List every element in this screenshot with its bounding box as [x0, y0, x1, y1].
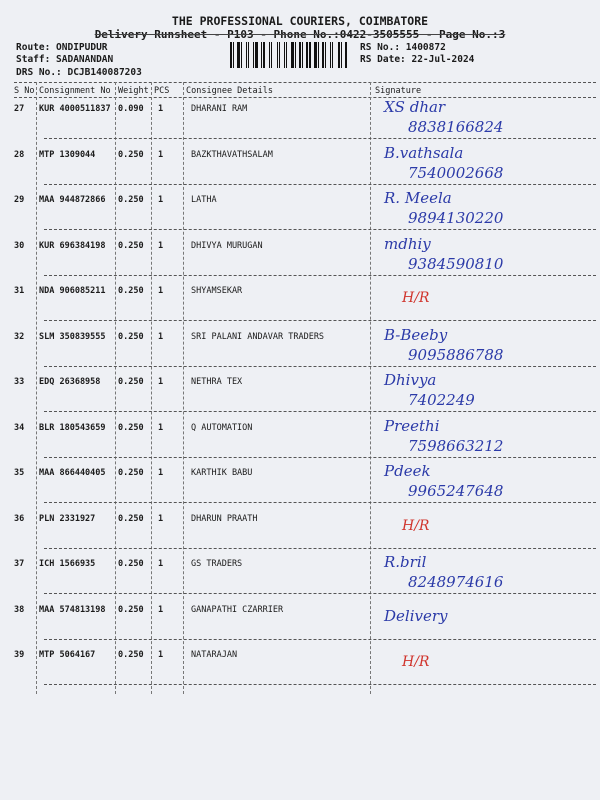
signature-scribble: H/R	[402, 290, 430, 306]
company-title: THE PROFESSIONAL COURIERS, COIMBATORE	[171, 14, 429, 28]
row-sno: 31	[14, 286, 25, 296]
row-weight: 0.250	[118, 605, 144, 615]
row-pcs: 1	[158, 650, 164, 660]
signature-phone: 9095886788	[408, 346, 504, 364]
row-divider	[44, 548, 596, 549]
row-consignee: SHYAMSEKAR	[191, 286, 243, 296]
row-sno: 28	[14, 150, 25, 160]
row-weight: 0.250	[118, 332, 144, 342]
signature-scribble: mdhiy	[384, 235, 431, 253]
row-consignee: Q AUTOMATION	[191, 423, 253, 433]
row-weight: 0.250	[118, 468, 144, 478]
row-pcs: 1	[158, 559, 164, 569]
row-signature	[372, 324, 597, 369]
row-signature	[372, 278, 597, 323]
row-divider	[44, 229, 596, 230]
rs-date: RS Date: 22-Jul-2024	[360, 54, 475, 65]
signature-scribble: B-Beeby	[384, 326, 448, 344]
row-pcs: 1	[158, 332, 164, 342]
signature-scribble: Delivery	[384, 607, 448, 625]
runsheet-subtitle: Delivery Runsheet - P103 - Phone No.:0422-3505555 - Page No.:3	[94, 28, 506, 41]
row-consignment-no: MAA 944872866	[39, 195, 106, 205]
row-consignee: DHARUN PRAATH	[191, 514, 258, 524]
row-signature	[372, 142, 597, 187]
col-header-pcs: PCS	[154, 86, 170, 96]
row-sno: 32	[14, 332, 25, 342]
row-weight: 0.250	[118, 286, 144, 296]
row-consignment-no: MTP 1309044	[39, 150, 96, 160]
row-weight: 0.090	[118, 104, 144, 114]
row-pcs: 1	[158, 104, 164, 114]
signature-scribble: Preethi	[384, 417, 440, 435]
signature-phone: 9965247648	[408, 482, 504, 500]
signature-scribble: R.bril	[384, 553, 427, 571]
row-consignment-no: MTP 5064167	[39, 650, 96, 660]
row-divider	[44, 411, 596, 412]
staff-label: Staff: SADANANDAN	[16, 54, 114, 65]
row-pcs: 1	[158, 195, 164, 205]
row-sno: 30	[14, 241, 25, 251]
rs-number: RS No.: 1400872	[360, 42, 446, 53]
row-pcs: 1	[158, 241, 164, 251]
signature-phone: 7598663212	[408, 437, 504, 455]
signature-scribble: Pdeek	[384, 462, 431, 480]
row-consignment-no: KUR 696384198	[39, 241, 106, 251]
signature-phone: 7540002668	[408, 164, 504, 182]
row-consignee: LATHA	[191, 195, 217, 205]
row-consignee: DHARANI RAM	[191, 104, 248, 114]
row-signature	[372, 415, 597, 460]
row-pcs: 1	[158, 150, 164, 160]
signature-phone: 9384590810	[408, 255, 504, 273]
row-sno: 29	[14, 195, 25, 205]
row-sno: 37	[14, 559, 25, 569]
drs-number: DRS No.: DCJB140087203	[16, 67, 142, 78]
col-header-weight: Weight	[118, 86, 149, 96]
row-sno: 39	[14, 650, 25, 660]
row-divider	[44, 138, 596, 139]
row-divider	[44, 593, 596, 594]
row-weight: 0.250	[118, 195, 144, 205]
col-header-consignee: Consignee Details	[186, 86, 273, 96]
row-consignment-no: MAA 574813198	[39, 605, 106, 615]
row-consignment-no: ICH 1566935	[39, 559, 96, 569]
signature-phone: 7402249	[408, 391, 475, 409]
row-divider	[44, 684, 596, 685]
row-divider	[44, 184, 596, 185]
barcode	[230, 42, 352, 68]
row-consignment-no: KUR 4000511837	[39, 104, 111, 114]
row-signature	[372, 551, 597, 596]
row-divider	[44, 457, 596, 458]
route-label: Route: ONDIPUDUR	[16, 42, 108, 53]
col-header-consignment: Consignment No	[39, 86, 111, 96]
row-weight: 0.250	[118, 514, 144, 524]
row-consignee: GANAPATHI CZARRIER	[191, 605, 284, 615]
row-consignment-no: NDA 906085211	[39, 286, 106, 296]
row-sno: 35	[14, 468, 25, 478]
row-divider	[44, 366, 596, 367]
signature-scribble: R. Meela	[384, 189, 452, 207]
row-consignee: SRI PALANI ANDAVAR TRADERS	[191, 332, 325, 342]
row-divider	[44, 502, 596, 503]
signature-phone: 8248974616	[408, 573, 504, 591]
row-consignee: BAZKTHAVATHSALAM	[191, 150, 273, 160]
row-signature	[372, 187, 597, 232]
column-divider	[36, 82, 37, 694]
row-signature	[372, 642, 597, 687]
row-signature	[372, 506, 597, 551]
row-divider	[44, 320, 596, 321]
signature-scribble: Dhivya	[384, 371, 437, 389]
signature-phone: 9894130220	[408, 209, 504, 227]
row-signature	[372, 460, 597, 505]
row-consignee: DHIVYA MURUGAN	[191, 241, 263, 251]
row-sno: 27	[14, 104, 25, 114]
row-consignment-no: MAA 866440405	[39, 468, 106, 478]
row-signature	[372, 233, 597, 278]
signature-scribble: XS dhar	[384, 98, 446, 116]
signature-scribble: B.vathsala	[384, 144, 464, 162]
row-consignee: NETHRA TEX	[191, 377, 243, 387]
row-weight: 0.250	[118, 423, 144, 433]
row-weight: 0.250	[118, 650, 144, 660]
row-pcs: 1	[158, 377, 164, 387]
signature-scribble: H/R	[402, 654, 430, 670]
col-header-sno: S No	[14, 86, 35, 96]
row-divider	[44, 275, 596, 276]
row-pcs: 1	[158, 514, 164, 524]
row-sno: 33	[14, 377, 25, 387]
signature-scribble: H/R	[402, 518, 430, 534]
row-signature	[372, 597, 597, 642]
row-consignment-no: SLM 350839555	[39, 332, 106, 342]
row-sno: 34	[14, 423, 25, 433]
row-pcs: 1	[158, 605, 164, 615]
row-consignee: NATARAJAN	[191, 650, 238, 660]
column-divider	[183, 82, 184, 694]
col-header-signature: Signature	[375, 86, 422, 96]
row-weight: 0.250	[118, 150, 144, 160]
row-consignment-no: PLN 2331927	[39, 514, 96, 524]
signature-phone: 8838166824	[408, 118, 504, 136]
row-consignment-no: EDQ 26368958	[39, 377, 101, 387]
header-top-rule	[14, 82, 596, 83]
row-weight: 0.250	[118, 241, 144, 251]
row-pcs: 1	[158, 468, 164, 478]
row-sno: 38	[14, 605, 25, 615]
row-consignment-no: BLR 180543659	[39, 423, 106, 433]
row-weight: 0.250	[118, 377, 144, 387]
row-pcs: 1	[158, 423, 164, 433]
row-signature	[372, 96, 597, 141]
row-consignee: GS TRADERS	[191, 559, 243, 569]
column-divider	[115, 82, 116, 694]
column-divider	[151, 82, 152, 694]
row-consignee: KARTHIK BABU	[191, 468, 253, 478]
row-weight: 0.250	[118, 559, 144, 569]
row-pcs: 1	[158, 286, 164, 296]
row-divider	[44, 639, 596, 640]
row-signature	[372, 369, 597, 414]
column-divider	[370, 82, 371, 694]
row-sno: 36	[14, 514, 25, 524]
